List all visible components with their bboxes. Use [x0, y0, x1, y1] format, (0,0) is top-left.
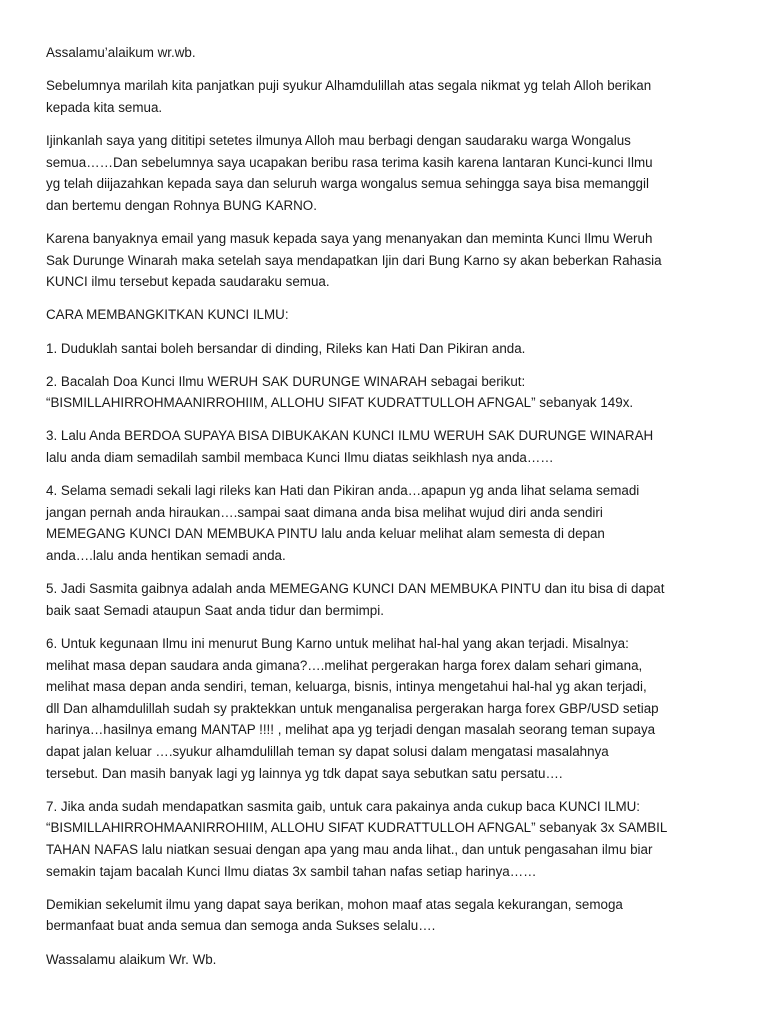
document-page [46, 42, 736, 982]
text-line: Sebelumnya marilah kita panjatkan puji syukur Alhamdulillah atas segala nikmat yg telah Alloh berikan [46, 78, 652, 94]
text-line: 3. Lalu Anda BERDOA SUPAYA BISA DIBUKAKAN KUNCI ILMU WERUH SAK DURUNGE WINARAH [46, 428, 654, 444]
text-line: “BISMILLAHIRROHMAANIRROHIIM, ALLOHU SIFAT KUDRATTULLOH AFNGAL” sebanyak 149x. [46, 395, 634, 411]
text-line: harinya…hasilnya emang MANTAP !!!! , melihat apa yg terjadi dengan masalah seorang teman supaya [46, 722, 656, 738]
paragraph [46, 578, 736, 621]
text-line: 2. Bacalah Doa Kunci Ilmu WERUH SAK DURUNGE WINARAH sebagai berikut: [46, 373, 526, 389]
paragraph [46, 228, 736, 293]
text-line: melihat masa depan saudara anda gimana?….melihat pergerakan harga forex dalam sehari gimana, [46, 657, 643, 673]
text-line: dll Dan alhamdulillah sudah sy praktekkan untuk menganalisa pergerakan harga forex GBP/USD setiap [46, 700, 659, 716]
text-line: Demikian sekelumit ilmu yang dapat saya berikan, mohon maaf atas segala kekurangan, semoga [46, 896, 623, 912]
text-line: KUNCI ilmu tersebut kepada saudaraku semua. [46, 274, 330, 290]
paragraph [46, 338, 736, 360]
text-line: CARA MEMBANGKITKAN KUNCI ILMU: [46, 307, 289, 323]
text-line: melihat masa depan anda sendiri, teman, keluarga, bisnis, intinya mengetahui hal-hal yg akan terjadi, [46, 679, 647, 695]
paragraph [46, 75, 736, 118]
text-line: kepada kita semua. [46, 99, 163, 115]
text-line: MEMEGANG KUNCI DAN MEMBUKA PINTU lalu anda keluar melihat alam semesta di depan [46, 526, 605, 542]
text-line: Wassalamu alaikum Wr. Wb. [46, 951, 217, 967]
paragraph [46, 949, 736, 971]
text-line: semakin tajam bacalah Kunci Ilmu diatas 3x sambil tahan nafas setiap harinya…… [46, 863, 537, 879]
text-line: semua……Dan sebelumnya saya ucapakan beribu rasa terima kasih karena lantaran Kunci-kunci Ilmu [46, 154, 653, 170]
paragraph [46, 633, 736, 784]
text-line: 6. Untuk kegunaan Ilmu ini menurut Bung Karno untuk melihat hal-hal yang akan terjadi. Misalnya: [46, 636, 629, 651]
text-line: Karena banyaknya email yang masuk kepada saya yang menanyakan dan meminta Kunci Ilmu Weruh [46, 230, 653, 246]
paragraph [46, 130, 736, 216]
text-line: 1. Duduklah santai boleh bersandar di dinding, Rileks kan Hati Dan Pikiran anda. [46, 340, 526, 356]
text-line: tersebut. Dan masih banyak lagi yg lainnya yg tdk dapat saya sebutkan satu persatu…. [46, 765, 563, 781]
text-line: 7. Jika anda sudah mendapatkan sasmita gaib, untuk cara pakainya anda cukup baca KUNCI ILMU: [46, 798, 641, 814]
text-line: dan bertemu dengan Rohnya BUNG KARNO. [46, 197, 317, 213]
text-line: 4. Selama semadi sekali lagi rileks kan Hati dan Pikiran anda…apapun yg anda lihat selama semadi [46, 483, 640, 499]
text-line: baik saat Semadi ataupun Saat anda tidur dan bermimpi. [46, 602, 384, 618]
text-line: dapat jalan keluar ….syukur alhamdulillah teman sy dapat solusi dalam mengatasi masalahnya [46, 743, 609, 759]
paragraph [46, 796, 736, 882]
paragraph [46, 894, 736, 937]
text-line: Sak Durunge Winarah maka setelah saya mendapatkan Ijin dari Bung Karno sy akan beberkan Rahasia [46, 252, 662, 268]
text-line: bermanfaat buat anda semua dan semoga anda Sukses selalu…. [46, 918, 436, 934]
text-line: Ijinkanlah saya yang dititipi setetes ilmunya Alloh mau berbagi dengan saudaraku warga Wongalus [46, 132, 631, 148]
text-line: TAHAN NAFAS lalu niatkan sesuai dengan apa yang mau anda lihat., dan untuk pengasahan ilmu biar [46, 841, 653, 857]
paragraph [46, 425, 736, 468]
paragraph [46, 480, 736, 566]
text-line: “BISMILLAHIRROHMAANIRROHIIM, ALLOHU SIFAT KUDRATTULLOH AFNGAL” sebanyak 3x SAMBIL [46, 820, 668, 836]
paragraph [46, 371, 736, 414]
text-line: anda….lalu anda hentikan semadi anda. [46, 548, 286, 564]
text-line: jangan pernah anda hiraukan….sampai saat dimana anda bisa melihat wujud diri anda sendiri [46, 504, 603, 520]
text-line: lalu anda diam semadilah sambil membaca Kunci Ilmu diatas seikhlash nya anda…… [46, 450, 554, 466]
paragraph [46, 42, 736, 64]
text-line: Assalamu’alaikum wr.wb. [46, 45, 196, 60]
text-line: 5. Jadi Sasmita gaibnya adalah anda MEMEGANG KUNCI DAN MEMBUKA PINTU dan itu bisa di dapat [46, 581, 665, 597]
paragraph [46, 304, 736, 326]
text-line: yg telah diijazahkan kepada saya dan seluruh warga wongalus semua sehingga saya bisa memanggil [46, 176, 649, 192]
